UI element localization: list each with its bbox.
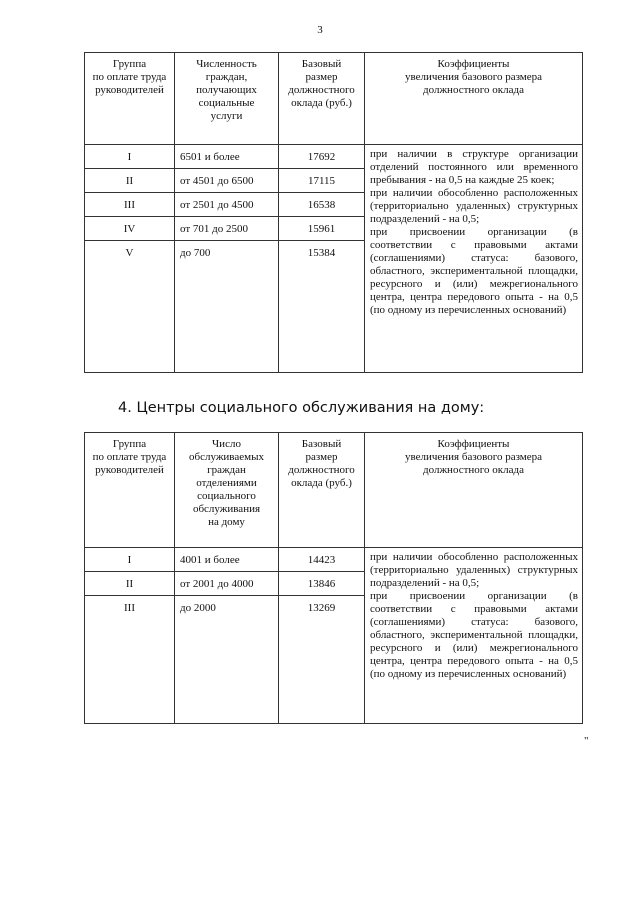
group-cell: I [85,548,175,572]
salary-cell: 15384 [279,241,365,373]
header-coefficients: Коэффициенты увеличения базового размера должностного оклада [365,53,583,145]
salary-cell: 14423 [279,548,365,572]
table-header-row [85,53,583,145]
salary-cell: 15961 [279,217,365,241]
table-row [85,145,583,169]
salary-cell: 13269 [279,596,365,724]
salary-table-2 [84,432,583,724]
range-cell: от 4501 до 6500 [175,169,279,193]
group-cell: III [85,193,175,217]
range-cell: от 2501 до 4500 [175,193,279,217]
table-header-row [85,433,583,548]
coefficients-cell: при наличии в структуре организации отделений постоянного или временного пребывания - на 0,5 на каждые 25 коек; при наличии обособленно расположенных (территориально удаленных) структурных подразделений - на 0,5; при присвоении организации (в соответствии с правовыми актами (соглашениями) статуса: базового, областного, экспериментальной площадки, ресурсного и (или) межрегионального центра, центра передового опыта - на 0,5 (по одному из перечисленных оснований) [365,145,583,373]
header-coefficients: Коэффициенты увеличения базового размера должностного оклада [365,433,583,548]
range-cell: от 701 до 2500 [175,217,279,241]
header-salary: Базовый размер должностного оклада (руб.) [279,433,365,548]
section-heading: 4. Центры социального обслуживания на дому: [118,400,485,416]
range-cell: 4001 и более [175,548,279,572]
header-count: Численность граждан, получающих социальные услуги [175,53,279,145]
salary-cell: 13846 [279,572,365,596]
header-group: Группа по оплате труда руководителей [85,53,175,145]
salary-table-1 [84,52,583,373]
range-cell: до 700 [175,241,279,373]
header-group: Группа по оплате труда руководителей [85,433,175,548]
group-cell: V [85,241,175,373]
page-number: 3 [317,24,323,36]
salary-cell: 17692 [279,145,365,169]
group-cell: II [85,572,175,596]
salary-cell: 16538 [279,193,365,217]
table-row [85,548,583,572]
group-cell: I [85,145,175,169]
range-cell: 6501 и более [175,145,279,169]
header-salary: Базовый размер должностного оклада (руб.) [279,53,365,145]
group-cell: IV [85,217,175,241]
range-cell: до 2000 [175,596,279,724]
range-cell: от 2001 до 4000 [175,572,279,596]
coefficients-cell: при наличии обособленно расположенных (территориально удаленных) структурных подразделений - на 0,5; при присвоении организации (в соответствии с правовыми актами (соглашениями) статуса: базового, областного, экспериментальной площадки, ресурсного и (или) межрегионального центра, центра передового опыта - на 0,5 (по одному из перечисленных оснований) [365,548,583,724]
salary-cell: 17115 [279,169,365,193]
closing-quote-mark: " [584,735,589,747]
group-cell: III [85,596,175,724]
group-cell: II [85,169,175,193]
header-count: Число обслуживаемых граждан отделениями социального обслуживания на дому [175,433,279,548]
